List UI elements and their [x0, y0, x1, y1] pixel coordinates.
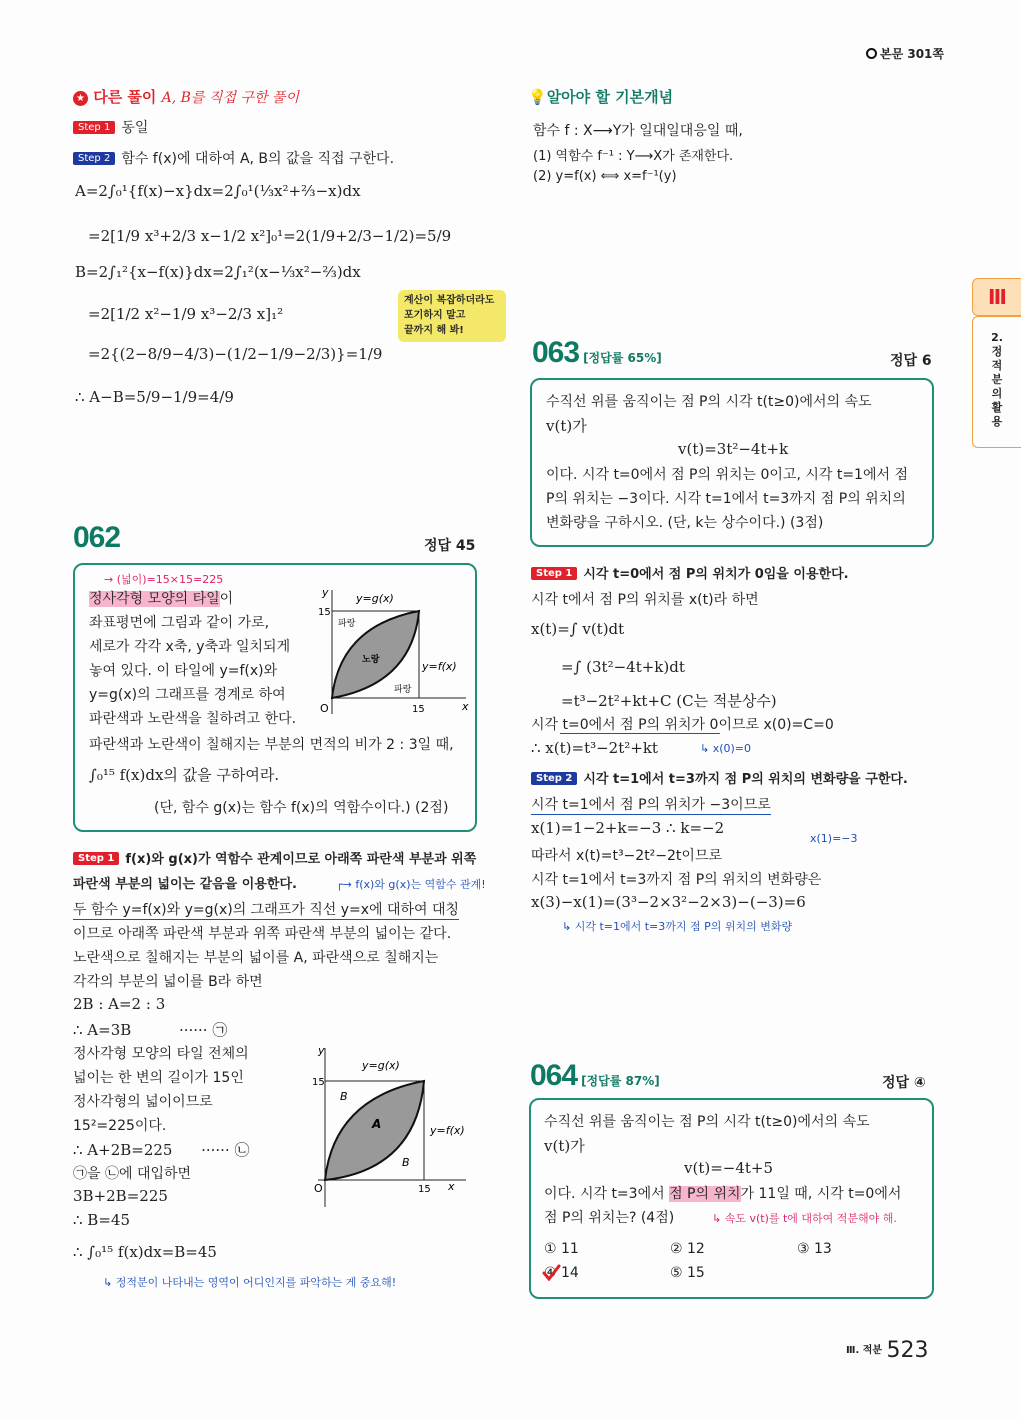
- g-label: y=g(x): [362, 1059, 400, 1072]
- question-line: P의 위치는 −3이다. 시각 t=1에서 t=3까지 점 P의 위치의: [546, 491, 906, 507]
- check-stroke: [544, 1266, 559, 1279]
- concept-title-text: 알아야 할 기본개념: [546, 88, 674, 106]
- x-axis-label: x: [448, 1180, 455, 1193]
- question-line: [544, 1183, 901, 1203]
- alt-formula: =2[1/9 x³+2/3 x−1/2 x²]₀¹=2(1/9+2/3−1/2)=5/9: [88, 227, 452, 245]
- page-number: 523: [886, 1338, 929, 1363]
- step2-badge: Step 2: [531, 772, 577, 785]
- tip-line: 계산이 복잡하더라도: [404, 295, 495, 306]
- alt-solution-title: [73, 86, 299, 107]
- tab-char: 적: [991, 359, 1003, 372]
- alt-formula: A=2∫₀¹{f(x)−x}dx=2∫₀¹(⅓x²+⅔−x)dx: [75, 182, 361, 200]
- y-axis-label: y: [318, 1044, 325, 1057]
- region-label: B: [402, 1156, 410, 1169]
- step1-badge: Step 1: [73, 121, 115, 134]
- choice-1[interactable]: ① 11: [544, 1241, 579, 1257]
- solution-line: 시각 t=1에서 점 P의 위치가 −3이므로: [531, 794, 771, 815]
- concept-line: (2) y=f(x) ⟺ x=f⁻¹(y): [533, 169, 677, 184]
- solution-line: 시각 t=0에서 점 P의 위치가 0이므로 x(0)=C=0: [531, 717, 834, 733]
- p063-step2: [531, 768, 908, 787]
- alt-formula: =2[1/2 x²−1/9 x³−2/3 x]₁²: [88, 305, 284, 323]
- y-tick: 15: [312, 1077, 325, 1088]
- note-inverse: ┌→ f(x)와 g(x)는 역함수 관계!: [336, 878, 486, 891]
- solution-line: ∴ ∫₀¹⁵ f(x)dx=B=45: [73, 1243, 217, 1261]
- p063-step1: [531, 563, 849, 582]
- solution-line: 시각 t에서 점 P의 위치를 x(t)라 하면: [531, 592, 759, 608]
- solution-line: ㉠을 ㉡에 대입하면: [73, 1166, 192, 1182]
- solution-line: =∫ (3t²−4t+k)dt: [561, 658, 685, 676]
- page-reference: [866, 45, 944, 62]
- correct-rate: [정답률 65%]: [583, 351, 662, 365]
- note-text: f(x)와 g(x)는 역함수 관계!: [355, 878, 486, 891]
- y-axis-label: y: [322, 586, 329, 599]
- problem-number: 063: [532, 336, 580, 369]
- answer: 정답 6: [890, 353, 932, 369]
- footer-chapter: Ⅲ. 적분: [846, 1345, 883, 1356]
- graph-tile-question: [306, 586, 474, 718]
- solution-line: 15²=225이다.: [73, 1118, 167, 1134]
- problem-062-header: [73, 521, 120, 555]
- question-line: 변화량을 구하시오. (단, k는 상수이다.) (3점): [546, 515, 824, 531]
- tab-char: 분: [991, 373, 1003, 386]
- note-integrate: ↳ 속도 v(t)를 t에 대하여 적분해야 해.: [712, 1212, 897, 1225]
- question-line: [89, 588, 233, 608]
- circle-icon: [866, 48, 877, 59]
- f-label: y=f(x): [430, 1124, 465, 1137]
- question-line: 좌표평면에 그림과 같이 가로,: [89, 615, 270, 631]
- x-tick: 15: [412, 704, 425, 715]
- alt-formula: =2{(2−8/9−4/3)−(1/2−1/9−2/3)}=1/9: [88, 345, 383, 363]
- step2-badge: Step 2: [73, 152, 115, 165]
- alt-formula: B=2∫₁²{x−f(x)}dx=2∫₁²(x−⅓x²−⅔)dx: [75, 263, 361, 281]
- alt-step2: [73, 148, 394, 168]
- choice-text: ④ 14: [544, 1265, 579, 1281]
- problem-number: 062: [73, 521, 121, 554]
- solution-line: 두 함수 y=f(x)와 y=g(x)의 그래프가 직선 y=x에 대하여 대칭: [73, 899, 459, 920]
- solution-line: 따라서 x(t)=t³−2t²−2t이므로: [531, 848, 722, 864]
- text: 이: [219, 591, 234, 607]
- question-formula: v(t)=3t²−4t+k: [678, 440, 789, 458]
- question-line: ∫₀¹⁵ f(x)dx의 값을 구하여라.: [89, 766, 280, 784]
- section-tab[interactable]: [972, 316, 1021, 448]
- text: 이다. 시각 t=3에서: [544, 1186, 670, 1202]
- step1-badge: Step 1: [73, 852, 119, 865]
- chapter-tab[interactable]: [972, 278, 1021, 316]
- checkmark-icon: [541, 1264, 561, 1282]
- footer: [846, 1338, 929, 1363]
- note-change: ↳ 시각 t=1에서 t=3까지 점 P의 위치의 변화량: [562, 920, 793, 933]
- region-label: A: [372, 1117, 382, 1131]
- g-label: y=g(x): [356, 592, 394, 605]
- solution-line: 각각의 부분의 넓이를 B라 하면: [73, 974, 263, 990]
- step1-text: 시각 t=0에서 점 P의 위치가 0임을 이용한다.: [583, 567, 849, 582]
- tip-line: 포기하지 말고: [404, 310, 466, 321]
- x-axis-label: x: [462, 700, 469, 713]
- note-text: 정적분이 나타내는 영역이 어디인지를 파악하는 게 중요해!: [115, 1276, 397, 1289]
- origin-label: O: [320, 702, 329, 715]
- tip-line: 끝까지 해 봐!: [404, 325, 464, 336]
- solution-line: =t³−2t²+kt+C (C는 적분상수): [561, 692, 777, 710]
- highlight: 점 P의 위치: [669, 1186, 741, 1202]
- solution-line: 정사각형 모양의 타일 전체의: [73, 1046, 249, 1062]
- problem-063-header: [532, 336, 662, 370]
- p062-step1: [73, 848, 476, 867]
- question-line: (단, 함수 g(x)는 함수 f(x)의 역함수이다.) (2점): [154, 800, 449, 816]
- solution-line: x(3)−x(1)=(3³−2×3²−2×3)−(−3)=6: [531, 893, 806, 911]
- question-line: 수직선 위를 움직이는 점 P의 시각 t(t≥0)에서의 속도: [546, 394, 872, 410]
- solution-line: ∴ x(t)=t³−2t²+kt: [531, 739, 658, 757]
- choice-3[interactable]: ③ 13: [797, 1241, 832, 1257]
- note-text: 속도 v(t)를 t에 대하여 적분해야 해.: [724, 1212, 897, 1225]
- question-formula: v(t)=−4t+5: [684, 1159, 774, 1177]
- region-label: 파랑: [394, 685, 412, 695]
- step1-text: 동일: [121, 120, 149, 136]
- tab-char: 정: [991, 345, 1003, 358]
- solution-line: ∴ A=3B ······ ㉠: [73, 1021, 228, 1039]
- solution-line: ∴ B=45: [73, 1211, 130, 1229]
- question-line: 점 P의 위치는? (4점): [544, 1210, 675, 1226]
- region-label: 노랑: [362, 655, 380, 665]
- problem-064-header: [530, 1059, 660, 1093]
- star-icon: ★: [73, 91, 88, 106]
- tab-char: 2.: [991, 331, 1003, 344]
- highlight: 정사각형 모양의 타일: [89, 591, 220, 607]
- note-x0: ↳ x(0)=0: [700, 742, 752, 755]
- concept-line: (1) 역함수 f⁻¹ : Y⟶X가 존재한다.: [533, 149, 734, 164]
- origin-label: O: [314, 1182, 323, 1195]
- note-final: ↳ 정적분이 나타내는 영역이 어디인지를 파악하는 게 중요해!: [103, 1276, 397, 1289]
- region-label: 파랑: [338, 619, 356, 629]
- answer: 정답 ④: [882, 1075, 926, 1091]
- step1-badge: Step 1: [531, 567, 577, 580]
- question-line: y=g(x)의 그래프를 경계로 하여: [89, 687, 286, 703]
- underline: [560, 733, 720, 734]
- correct-rate: [정답률 87%]: [581, 1074, 660, 1088]
- question-line: v(t)가: [544, 1137, 585, 1155]
- note-text: (넓이)=15×15=225: [116, 573, 224, 586]
- text: 가 11일 때, 시각 t=0에서: [740, 1186, 902, 1202]
- graph-tile-solution: [298, 1042, 474, 1212]
- problem-number: 064: [530, 1059, 578, 1092]
- question-line: 파란색과 노란색을 칠하려고 한다.: [89, 711, 297, 727]
- question-line: 세로가 각각 x축, y축과 일치되게: [89, 639, 291, 655]
- alt-subtitle: A, B를 직접 구한 풀이: [161, 90, 299, 106]
- chapter-roman: Ⅲ: [988, 285, 1007, 309]
- question-line: v(t)가: [546, 417, 587, 435]
- region-label: B: [340, 1090, 348, 1103]
- note-text: 시각 t=1에서 t=3까지 점 P의 위치의 변화량: [574, 920, 793, 933]
- tab-char: 의: [991, 387, 1003, 400]
- step1-text: f(x)와 g(x)가 역함수 관계이므로 아래쪽 파란색 부분과 위쪽: [125, 852, 477, 867]
- step2-text: 함수 f(x)에 대하여 A, B의 값을 직접 구한다.: [121, 151, 395, 167]
- choice-5[interactable]: ⑤ 15: [670, 1265, 705, 1281]
- question-line: 수직선 위를 움직이는 점 P의 시각 t(t≥0)에서의 속도: [544, 1114, 870, 1130]
- reference-text: 본문 301쪽: [880, 47, 945, 61]
- solution-line: 노란색으로 칠해지는 부분의 넓이를 A, 파란색으로 칠해지는: [73, 950, 439, 966]
- choice-2[interactable]: ② 12: [670, 1241, 705, 1257]
- concept-title: [528, 86, 673, 107]
- note-x1: x(1)=−3: [810, 832, 858, 845]
- alt-formula: ∴ A−B=5/9−1/9=4/9: [75, 388, 234, 406]
- answer: 정답 45: [424, 538, 476, 554]
- area-annotation: → (넓이)=15×15=225: [104, 573, 224, 586]
- question-line: 놓여 있다. 이 타일에 y=f(x)와: [89, 663, 278, 679]
- tab-char: 용: [991, 415, 1003, 428]
- x-tick: 15: [418, 1184, 431, 1195]
- f-label: y=f(x): [422, 660, 457, 673]
- solution-line: x(1)=1−2+k=−3 ∴ k=−2: [531, 819, 725, 837]
- solution-line: 3B+2B=225: [73, 1187, 168, 1205]
- tip-bubble: [398, 290, 506, 342]
- concept-line: 함수 f : X⟶Y가 일대일대응일 때,: [533, 123, 743, 139]
- solution-line: 넓이는 한 변의 길이가 15인: [73, 1070, 244, 1086]
- underline-bar: [560, 733, 720, 734]
- alt-title: 다른 풀이: [93, 88, 157, 106]
- step2-text: 시각 t=1에서 t=3까지 점 P의 위치의 변화량을 구한다.: [583, 772, 908, 787]
- solution-line: 시각 t=1에서 t=3까지 점 P의 위치의 변화량은: [531, 872, 822, 888]
- tab-char: 활: [991, 401, 1003, 414]
- solution-line: 2B : A=2 : 3: [73, 995, 166, 1013]
- question-line: 이다. 시각 t=0에서 점 P의 위치는 0이고, 시각 t=1에서 점: [546, 467, 908, 483]
- solution-line: 파란색 부분의 넓이는 같음을 이용한다.: [73, 877, 297, 892]
- y-tick: 15: [318, 607, 331, 618]
- solution-line: 정사각형의 넓이이므로: [73, 1094, 213, 1110]
- alt-step1: [73, 117, 148, 137]
- lightbulb-icon: 💡: [528, 88, 547, 106]
- solution-line: x(t)=∫ v(t)dt: [531, 620, 625, 638]
- solution-line: 이므로 아래쪽 파란색 부분과 위쪽 파란색 부분의 넓이는 같다.: [73, 926, 452, 942]
- note-text: x(0)=0: [712, 742, 752, 755]
- solution-line: ∴ A+2B=225 ······ ㉡: [73, 1141, 250, 1159]
- question-line: 파란색과 노란색이 칠해지는 부분의 면적의 비가 2 : 3일 때,: [89, 737, 454, 753]
